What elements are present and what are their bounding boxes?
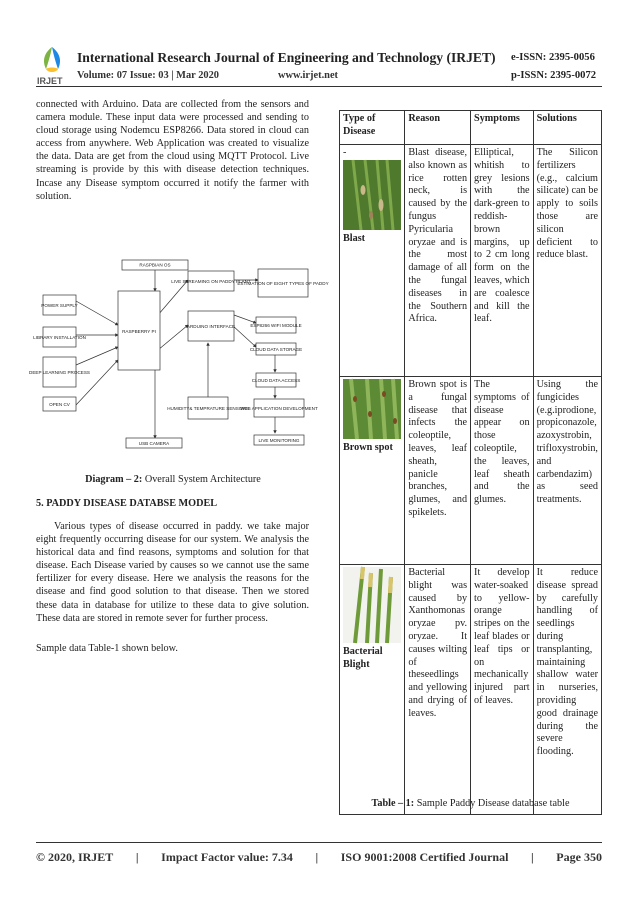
blast-leaf-image (343, 160, 401, 230)
journal-title: International Research Journal of Engineering and Technology (IRJET) (77, 50, 496, 65)
table-row (340, 145, 602, 377)
dg-humidity: HUMIDITY& TEMPRATURE SENSORS (167, 406, 249, 411)
dg-live-stream: LIVE STREAMING ON PADDY PLANT (171, 279, 251, 284)
col-type: Type of Disease (340, 111, 405, 145)
diagram-caption: Diagram – 2: Overall System Architecture (85, 474, 261, 485)
table-header-row (340, 111, 602, 145)
section-heading: 5. PADDY DISEASE DATABSE MODEL (36, 498, 218, 509)
dg-rpi: RASPBERRY PI (122, 329, 156, 334)
table-row (340, 377, 602, 565)
dg-arduino: ARDUINO INTERFACE (186, 324, 236, 329)
reason-cell: Blast disease, also known as rice rotten neck, is caused by the fungus Pyricularia oryzae and is the most damage of all the fungal diseases in the Southern Africa. (405, 145, 471, 377)
footer-iso: ISO 9001:2008 Certified Journal (340, 850, 509, 864)
dg-estimation: ESTIMATION OF EIGHT TYPES OF PADDY (237, 281, 329, 286)
footer-sep: | (531, 850, 534, 864)
system-architecture-diagram (29, 255, 329, 455)
dg-deep: DEEP LEARNING PROCESS (29, 370, 90, 375)
col-solutions: Solutions (533, 111, 601, 145)
header-rule (36, 86, 602, 87)
pissn: p-ISSN: 2395-0072 (511, 70, 597, 81)
footer-page: Page 350 (556, 850, 602, 864)
dg-live-mon: LIVE MONITORING (258, 438, 300, 443)
dg-webapp: WEB APPLICATION DEVELOPMENT (240, 406, 318, 411)
symptoms-cell: The symptoms of disease appear on those coleoptile, the leaves, leaf sheath and the glumes. (471, 377, 534, 565)
page-footer (36, 850, 602, 865)
volume-issue: Volume: 07 Issue: 03 | Mar 2020 (77, 70, 219, 81)
reason-cell: Bacterial blight was caused by Xanthomonas oryzae pv. oryzae. It causes wilting of theseedlings and yellowing and drying of leaves. (405, 565, 471, 815)
dg-power: POWER SUPPLY (41, 303, 78, 308)
dg-usb: USB CAMERA (138, 441, 170, 446)
disease-name: Blast (343, 232, 366, 244)
reason-cell: Brown spot is a fungal disease that infects the coleoptile, leaves, leaf sheath, panicle branches, glumes, and spikelets. (405, 377, 471, 565)
footer-sep: | (315, 850, 319, 864)
dg-cloud-access: CLOUD DATA ACCESS (251, 378, 301, 383)
table-caption: Table – 1: Sample Paddy Disease database table (371, 798, 570, 809)
symptoms-cell: It develop water-soaked to yellow-orange stripes on the leaf blades or leaf tips or on mechanically injured part of leaves. (471, 565, 534, 815)
intro-paragraph: connected with Arduino. Data are collected from the sensors and camera module. These input data were processed and sending to cloud storage using Nodemcu ESP8266. Data stored in cloud can access from anywhere. Web Application was created to visualize the data. Data are get from the cloud using MQTT Protocol. Live streaming is provide by this with disease detection techniques. Incase any Disease symptom occurred it notify the farmer with solution. (36, 99, 309, 202)
solutions-cell: It reduce disease spread by carefully handling of seedlings during transplanting, maintaining shallow water in nurseries, providing good drainage during the severe flooding. (533, 565, 601, 815)
body-paragraph: Various types of disease occurred in paddy. we take major eight frequently occurring disease for our system. We analysis the historical data and find reasons, symptoms and solution for that disease. Each Disease varied by causes so we cannot use the same fertilizer for every disease. Here we analysis the reasons for the disease and find good solution to that disease. Then we stored these data in database for utilize to these data to give solution. These data are stored in remote sever for further process. (36, 521, 309, 624)
footer-rule (36, 842, 602, 843)
dg-raspbian: RASPBIAN OS (139, 262, 171, 268)
symptoms-cell: Elliptical, whitish to grey lesions with the dark-green to reddish-brown margins, up to 2 cm long form on the leaves, which are coalesce and kill the leaf. (471, 145, 534, 377)
disease-name: Brown spot (343, 442, 393, 453)
footer-copyright: © 2020, IRJET (36, 850, 114, 864)
col-symptoms: Symptoms (471, 111, 534, 145)
dg-library: LIBRARY INSTALLATION (33, 335, 86, 340)
solutions-cell: The Silicon fertilizers (e.g., calcium silicate) can be apply to soils those are silicon deficient to reduce blast. (533, 145, 601, 377)
col-reason: Reason (405, 111, 471, 145)
dg-opencv: OPEN CV (49, 402, 70, 407)
dg-esp: ESP8266 WIFI MODULE (250, 323, 302, 328)
sample-data-line: Sample data Table-1 shown below. (36, 643, 178, 654)
disease-table (339, 110, 602, 815)
disease-name: Bacterial Blight (343, 646, 383, 670)
table-row (340, 565, 602, 815)
eissn: e-ISSN: 2395-0056 (511, 52, 595, 63)
irjet-logo (36, 45, 68, 87)
disease-type-cell (340, 565, 405, 815)
journal-url[interactable]: www.irjet.net (278, 70, 339, 81)
bacterial-blight-leaf-image (343, 567, 401, 643)
footer-impact: Impact Factor value: 7.34 (161, 850, 293, 864)
disease-type-cell (340, 377, 405, 565)
solutions-cell: Using the fungicides (e.g.iprodione, propiconazole, azoxystrobin, trifloxystrobin, and carbendazim) as seed treatments. (533, 377, 601, 565)
brown-spot-leaf-image (343, 379, 401, 439)
footer-sep: | (135, 850, 139, 864)
disease-type-cell: - Blast (340, 145, 405, 377)
svg-text:IRJET: IRJET (37, 76, 63, 86)
dg-cloud-store: CLOUD DATA STORAGE (249, 347, 303, 352)
